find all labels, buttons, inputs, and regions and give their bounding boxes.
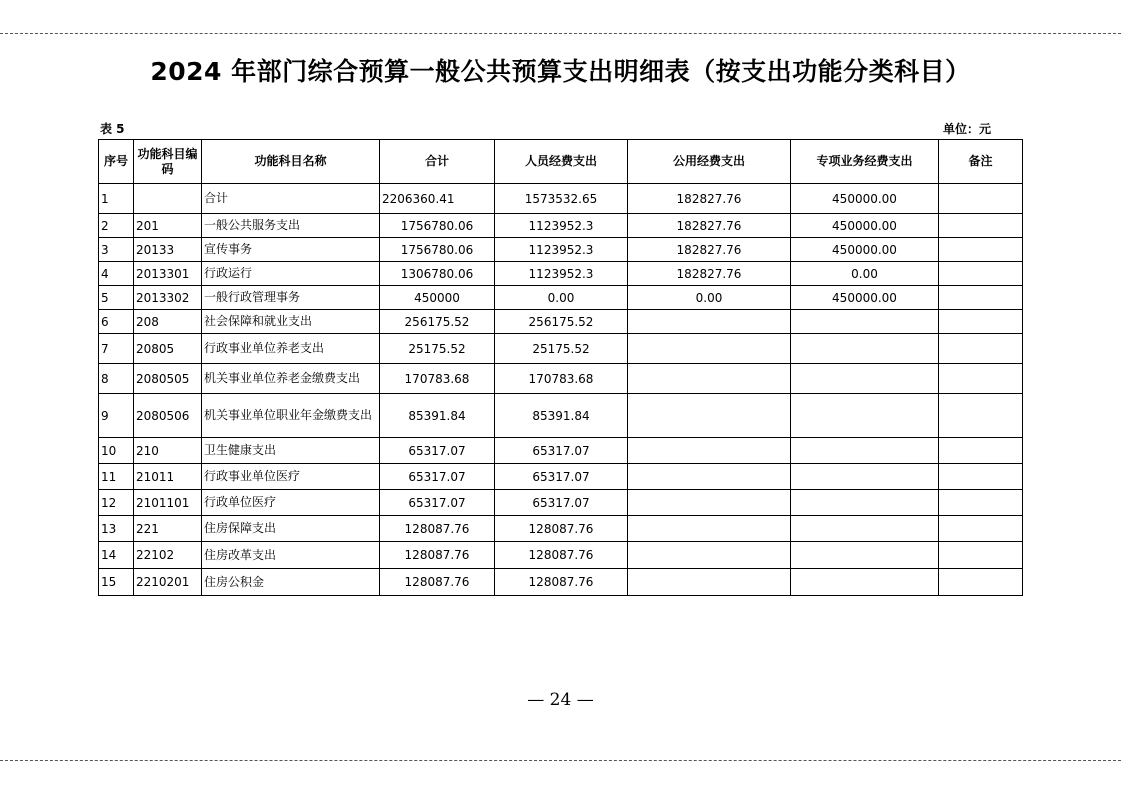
cell-name: 住房保障支出	[202, 516, 380, 542]
cell-personnel: 1123952.3	[495, 214, 628, 238]
cell-public	[628, 542, 791, 569]
cell-remark	[939, 334, 1023, 364]
cell-remark	[939, 569, 1023, 596]
table-row	[99, 286, 1023, 310]
table-row	[99, 310, 1023, 334]
cell-code: 20133	[134, 238, 202, 262]
cell-public	[628, 490, 791, 516]
cell-remark	[939, 286, 1023, 310]
table-body	[99, 184, 1023, 596]
cell-special	[791, 542, 939, 569]
cell-public	[628, 569, 791, 596]
cell-remark	[939, 262, 1023, 286]
cell-remark	[939, 438, 1023, 464]
cell-total: 450000	[380, 286, 495, 310]
cell-public: 182827.76	[628, 238, 791, 262]
cell-name: 机关事业单位职业年金缴费支出	[202, 394, 380, 438]
table-header-row	[99, 140, 1023, 184]
cell-personnel: 65317.07	[495, 438, 628, 464]
cell-total: 1756780.06	[380, 214, 495, 238]
cell-code: 210	[134, 438, 202, 464]
table-row	[99, 542, 1023, 569]
bottom-dashed-divider	[0, 760, 1121, 761]
cell-public	[628, 464, 791, 490]
cell-total: 25175.52	[380, 334, 495, 364]
cell-code: 2013301	[134, 262, 202, 286]
cell-public	[628, 438, 791, 464]
page-number: — 24 —	[527, 690, 594, 710]
cell-name: 合计	[202, 184, 380, 214]
cell-total: 170783.68	[380, 364, 495, 394]
cell-total: 256175.52	[380, 310, 495, 334]
cell-personnel: 1123952.3	[495, 238, 628, 262]
cell-remark	[939, 238, 1023, 262]
cell-total: 128087.76	[380, 569, 495, 596]
cell-name: 住房改革支出	[202, 542, 380, 569]
cell-public	[628, 394, 791, 438]
cell-special	[791, 364, 939, 394]
cell-remark	[939, 394, 1023, 438]
cell-special	[791, 464, 939, 490]
cell-remark	[939, 364, 1023, 394]
cell-personnel: 85391.84	[495, 394, 628, 438]
cell-name: 行政运行	[202, 262, 380, 286]
cell-seq: 13	[99, 516, 134, 542]
cell-code: 201	[134, 214, 202, 238]
cell-seq: 6	[99, 310, 134, 334]
cell-public	[628, 310, 791, 334]
cell-name: 行政单位医疗	[202, 490, 380, 516]
cell-code: 21011	[134, 464, 202, 490]
cell-seq: 12	[99, 490, 134, 516]
header-public: 公用经费支出	[628, 140, 791, 184]
table-row	[99, 394, 1023, 438]
cell-name: 社会保障和就业支出	[202, 310, 380, 334]
cell-total: 1756780.06	[380, 238, 495, 262]
cell-total: 128087.76	[380, 542, 495, 569]
cell-name: 行政事业单位养老支出	[202, 334, 380, 364]
cell-name: 机关事业单位养老金缴费支出	[202, 364, 380, 394]
cell-remark	[939, 310, 1023, 334]
table-row	[99, 214, 1023, 238]
cell-total: 65317.07	[380, 490, 495, 516]
table-row	[99, 490, 1023, 516]
cell-remark	[939, 464, 1023, 490]
budget-table	[98, 139, 1023, 596]
cell-public	[628, 334, 791, 364]
cell-seq: 4	[99, 262, 134, 286]
cell-remark	[939, 184, 1023, 214]
cell-special	[791, 334, 939, 364]
header-seq: 序号	[99, 140, 134, 184]
cell-personnel: 256175.52	[495, 310, 628, 334]
cell-total: 65317.07	[380, 438, 495, 464]
cell-seq: 7	[99, 334, 134, 364]
cell-name: 卫生健康支出	[202, 438, 380, 464]
cell-code: 22102	[134, 542, 202, 569]
header-personnel: 人员经费支出	[495, 140, 628, 184]
cell-personnel: 0.00	[495, 286, 628, 310]
cell-public: 182827.76	[628, 184, 791, 214]
cell-seq: 2	[99, 214, 134, 238]
cell-personnel: 65317.07	[495, 464, 628, 490]
table-row	[99, 438, 1023, 464]
cell-name: 一般行政管理事务	[202, 286, 380, 310]
cell-name: 行政事业单位医疗	[202, 464, 380, 490]
table-row	[99, 569, 1023, 596]
cell-special	[791, 490, 939, 516]
cell-personnel: 65317.07	[495, 490, 628, 516]
cell-seq: 3	[99, 238, 134, 262]
cell-code: 2080506	[134, 394, 202, 438]
cell-total: 65317.07	[380, 464, 495, 490]
table-row	[99, 464, 1023, 490]
top-dashed-divider	[0, 33, 1121, 34]
cell-personnel: 170783.68	[495, 364, 628, 394]
cell-seq: 14	[99, 542, 134, 569]
table-row	[99, 262, 1023, 286]
cell-public	[628, 516, 791, 542]
cell-seq: 5	[99, 286, 134, 310]
table-row	[99, 238, 1023, 262]
cell-personnel: 128087.76	[495, 516, 628, 542]
table-row	[99, 364, 1023, 394]
cell-code: 2210201	[134, 569, 202, 596]
table-row	[99, 334, 1023, 364]
cell-public: 182827.76	[628, 214, 791, 238]
header-code: 功能科目编码	[134, 140, 202, 184]
cell-code: 2013302	[134, 286, 202, 310]
cell-special	[791, 516, 939, 542]
cell-special: 450000.00	[791, 286, 939, 310]
cell-name: 一般公共服务支出	[202, 214, 380, 238]
header-total: 合计	[380, 140, 495, 184]
cell-remark	[939, 490, 1023, 516]
cell-remark	[939, 516, 1023, 542]
cell-special	[791, 438, 939, 464]
cell-seq: 8	[99, 364, 134, 394]
cell-special: 450000.00	[791, 238, 939, 262]
cell-special: 0.00	[791, 262, 939, 286]
cell-remark	[939, 542, 1023, 569]
cell-seq: 1	[99, 184, 134, 214]
table-row	[99, 184, 1023, 214]
cell-remark	[939, 214, 1023, 238]
cell-total: 2206360.41	[380, 184, 495, 214]
cell-public: 0.00	[628, 286, 791, 310]
cell-special	[791, 310, 939, 334]
cell-code: 208	[134, 310, 202, 334]
cell-seq: 10	[99, 438, 134, 464]
cell-personnel: 128087.76	[495, 569, 628, 596]
cell-personnel: 25175.52	[495, 334, 628, 364]
cell-personnel: 128087.76	[495, 542, 628, 569]
cell-total: 128087.76	[380, 516, 495, 542]
header-name: 功能科目名称	[202, 140, 380, 184]
cell-public: 182827.76	[628, 262, 791, 286]
cell-code: 2101101	[134, 490, 202, 516]
cell-name: 宣传事务	[202, 238, 380, 262]
page-title: 2024 年部门综合预算一般公共预算支出明细表（按支出功能分类科目）	[150, 57, 971, 86]
cell-special	[791, 394, 939, 438]
header-special: 专项业务经费支出	[791, 140, 939, 184]
cell-code: 20805	[134, 334, 202, 364]
cell-public	[628, 364, 791, 394]
cell-total: 1306780.06	[380, 262, 495, 286]
header-remark: 备注	[939, 140, 1023, 184]
cell-personnel: 1573532.65	[495, 184, 628, 214]
cell-seq: 15	[99, 569, 134, 596]
cell-total: 85391.84	[380, 394, 495, 438]
cell-special: 450000.00	[791, 184, 939, 214]
cell-name: 住房公积金	[202, 569, 380, 596]
table-row	[99, 516, 1023, 542]
cell-code: 221	[134, 516, 202, 542]
unit-label: 单位：元	[942, 122, 991, 136]
cell-code: 2080505	[134, 364, 202, 394]
cell-seq: 11	[99, 464, 134, 490]
cell-special: 450000.00	[791, 214, 939, 238]
cell-code	[134, 184, 202, 214]
table-number-label: 表 5	[100, 122, 125, 136]
cell-personnel: 1123952.3	[495, 262, 628, 286]
cell-seq: 9	[99, 394, 134, 438]
cell-special	[791, 569, 939, 596]
